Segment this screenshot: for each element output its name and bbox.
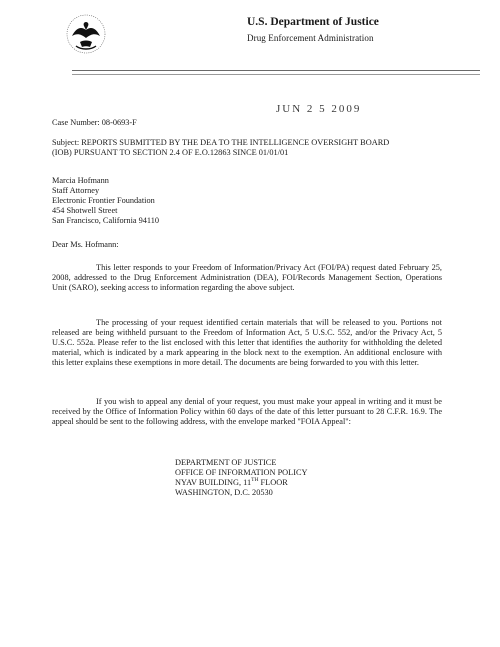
recipient-street: 454 Shotwell Street [52, 206, 118, 216]
recipient-organization: Electronic Frontier Foundation [52, 196, 155, 206]
appeal-address-floor: FLOOR [258, 478, 288, 488]
appeal-address-line-1: DEPARTMENT OF JUSTICE [175, 458, 277, 467]
date-stamp: JUN 2 5 2009 [276, 103, 362, 115]
case-number: Case Number: 08-0693-F [52, 118, 137, 127]
appeal-address-line-2: OFFICE OF INFORMATION POLICY [175, 468, 308, 478]
body-paragraph-2: The processing of your request identified certain materials that will be released to you. Portions not released are being withheld pursuant to the Freedom of Information Act, 5 U.S.C. 552, and/or the Privacy Act, 5 U.S.C. 552a. Please refer to the list enclosed with this letter that identifies the authority for withholding the deleted material, which is indicated by a mark appearing in the block next to the exemption. An additional enclosure with this letter explains these exemptions in more detail. The documents are being forwarded to you with this letter. [52, 318, 442, 368]
appeal-address-building: NYAV BUILDING, 11 [175, 478, 252, 488]
letterhead-rule-secondary [72, 74, 480, 75]
eagle-seal-icon [66, 14, 106, 54]
letterhead-rule [72, 70, 480, 71]
recipient-title: Staff Attorney [52, 186, 100, 196]
body-paragraph-1: This letter responds to your Freedom of Information/Privacy Act (FOI/PA) request dated February 25, 2008, addressed to the Drug Enforcement Administration (DEA), FOI/Records Management Section, Operations Unit (SARO), seeking access to information regarding the above subject. [52, 263, 442, 293]
recipient-address [52, 176, 159, 226]
body-paragraph-3: If you wish to appeal any denial of your request, you must make your appeal in writing and it must be received by the Office of Information Policy within 60 days of the date of this letter pursuant to 28 C.F.R. 16.9. The appeal should be sent to the following address, with the envelope marked "FOIA Appeal": [52, 397, 442, 427]
appeal-address-ordinal: TH [251, 477, 259, 484]
appeal-address [175, 458, 308, 498]
agency-name: U.S. Department of Justice [247, 16, 379, 28]
appeal-address-line-3 [175, 478, 308, 488]
division-name: Drug Enforcement Administration [247, 33, 374, 43]
recipient-name: Marcia Hofmann [52, 176, 109, 185]
salutation: Dear Ms. Hofmann: [52, 240, 119, 249]
recipient-city: San Francisco, California 94110 [52, 216, 160, 226]
appeal-address-line-4: WASHINGTON, D.C. 20530 [175, 488, 273, 498]
subject-line: Subject: REPORTS SUBMITTED BY THE DEA TO THE INTELLIGENCE OVERSIGHT BOARD (IOB) PURSUANT TO SECTION 2.4 OF E.O.12863 SINCE 01/01/01 [52, 138, 390, 158]
